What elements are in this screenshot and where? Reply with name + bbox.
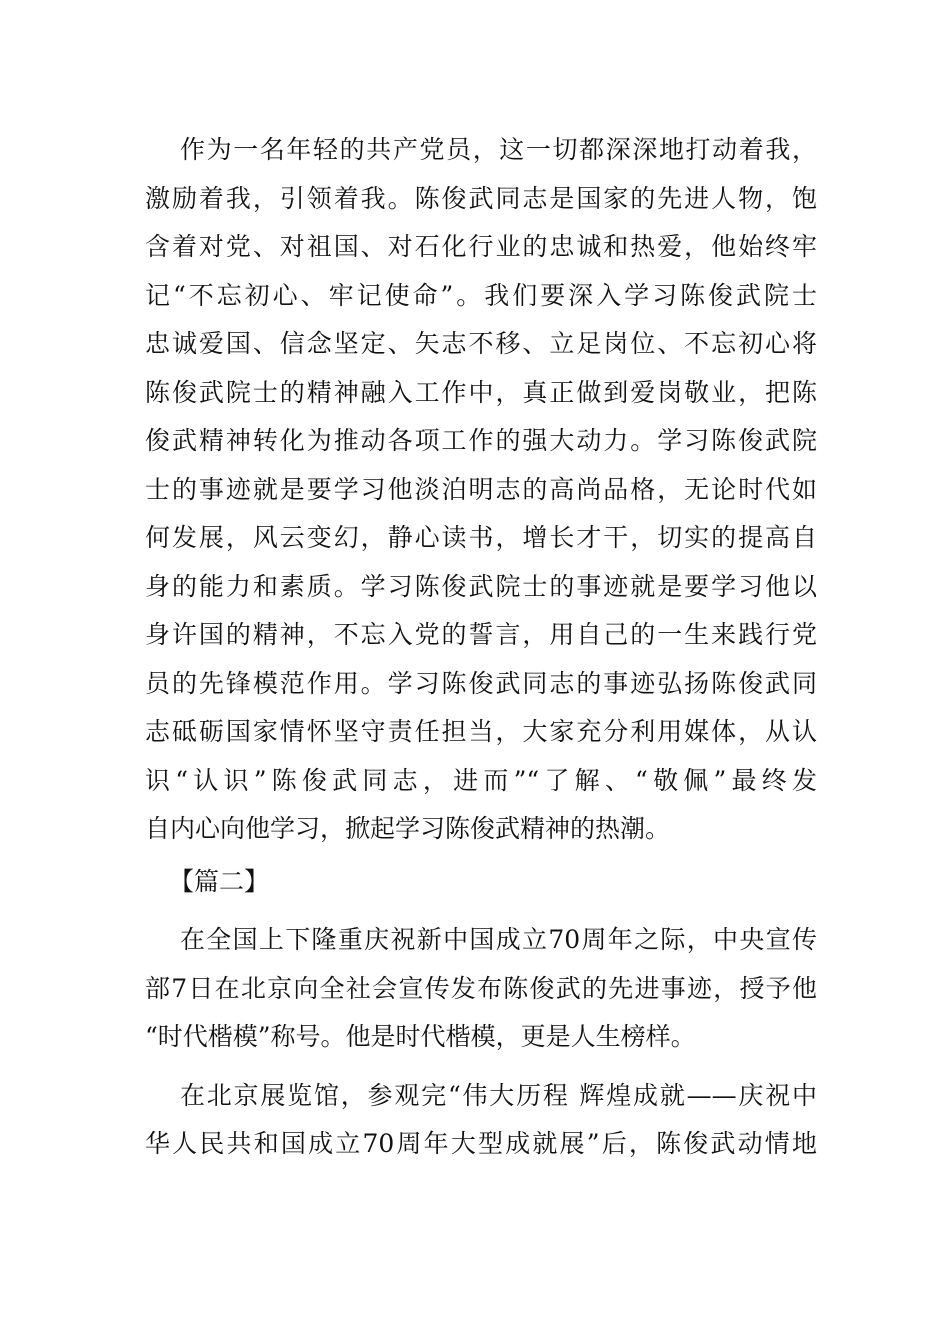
paragraph-line: 陈俊武院士的精神融入工作中，真正做到爱岗敬业，把陈 — [145, 377, 817, 407]
paragraph-line: 识“认识”陈俊武同志，进而”“了解、“敬佩”最终发 — [145, 765, 817, 795]
paragraph-line: 身的能力和素质。学习陈俊武院士的事迹就是要学习他以 — [145, 571, 817, 601]
paragraph-line: 志砥砺国家情怀坚守责任担当，大家充分利用媒体，从认 — [145, 717, 817, 746]
paragraph-line: 忠诚爱国、信念坚定、矢志不移、立足岗位、不忘初心将 — [145, 329, 817, 358]
paragraph-3 — [145, 1072, 817, 1169]
paragraph-1 — [145, 126, 817, 854]
paragraph-line: 在北京展览馆，参观完“伟大历程 辉煌成就——庆祝中 — [180, 1080, 817, 1110]
paragraph-line: 士的事迹就是要学习他淡泊明志的高尚品格，无论时代如 — [145, 474, 817, 504]
section-heading: 【篇二】 — [169, 866, 270, 896]
paragraph-line: 记“不忘初心、牢记使命”。我们要深入学习陈俊武院士 — [145, 280, 817, 310]
paragraph-line: 作为一名年轻的共产党员，这一切都深深地打动着我， — [180, 135, 817, 164]
paragraph-line: 俊武精神转化为推动各项工作的强大动力。学习陈俊武院 — [145, 426, 817, 455]
document-body — [145, 126, 817, 1169]
paragraph-line: 员的先锋模范作用。学习陈俊武同志的事迹弘扬陈俊武同 — [145, 668, 817, 698]
paragraph-line: 自内心向他学习，掀起学习陈俊武精神的热潮。 — [145, 814, 671, 843]
paragraph-line: 含着对党、对祖国、对石化行业的忠诚和热爱，他始终牢 — [145, 232, 817, 261]
paragraph-line: 华人民共和国成立70周年大型成就展”后，陈俊武动情地 — [145, 1129, 817, 1158]
paragraph-line: 在全国上下隆重庆祝新中国成立70周年之际，中央宣传 — [180, 925, 817, 954]
paragraph-line: “时代楷模”称号。他是时代楷模，更是人生榜样。 — [145, 1022, 696, 1051]
paragraph-line: 部7日在北京向全社会宣传发布陈俊武的先进事迹，授予他 — [145, 973, 817, 1003]
paragraph-2 — [145, 916, 817, 1062]
paragraph-line: 何发展，风云变幻，静心读书，增长才干，切实的提高自 — [145, 523, 817, 552]
paragraph-line: 身许国的精神，不忘入党的誓言，用自己的一生来践行党 — [145, 620, 817, 649]
paragraph-line: 激励着我，引领着我。陈俊武同志是国家的先进人物，饱 — [145, 183, 817, 213]
